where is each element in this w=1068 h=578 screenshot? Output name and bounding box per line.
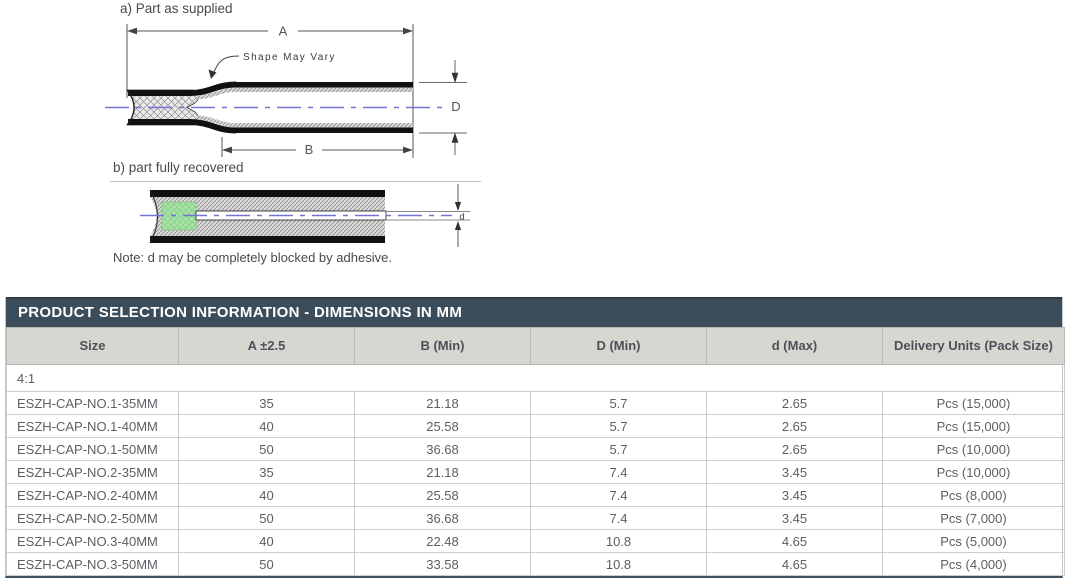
cell-size: ESZH-CAP-NO.2-50MM (7, 507, 179, 530)
cell-b: 33.58 (355, 553, 531, 576)
cell-b: 25.58 (355, 484, 531, 507)
cell-size: ESZH-CAP-NO.2-35MM (7, 461, 179, 484)
table-row (7, 415, 1065, 438)
cell-size: ESZH-CAP-NO.3-50MM (7, 553, 179, 576)
cell-d-max: 4.65 (707, 530, 883, 553)
cell-a: 50 (179, 507, 355, 530)
table-row (7, 461, 1065, 484)
product-selection-table (5, 297, 1063, 578)
cap-body-recovered (140, 190, 452, 243)
dimension-B (222, 137, 413, 157)
col-header-size: Size (7, 328, 179, 365)
cell-d-max: 2.65 (707, 438, 883, 461)
table-row (7, 392, 1065, 415)
cell-a: 50 (179, 438, 355, 461)
cell-delivery: Pcs (10,000) (883, 438, 1065, 461)
cell-delivery: Pcs (10,000) (883, 461, 1065, 484)
cell-b: 21.18 (355, 392, 531, 415)
table-row (7, 530, 1065, 553)
dimensions-table (6, 327, 1065, 576)
cell-d-max: 2.65 (707, 415, 883, 438)
cell-d-max: 3.45 (707, 461, 883, 484)
cell-a: 35 (179, 461, 355, 484)
diagram-part-as-supplied (105, 1, 467, 158)
cell-size: ESZH-CAP-NO.1-40MM (7, 415, 179, 438)
cell-d-max: 3.45 (707, 484, 883, 507)
tube-bottom-wall (233, 128, 413, 134)
tube-top-wall (233, 82, 413, 88)
cell-d-min: 7.4 (531, 507, 707, 530)
cell-a: 40 (179, 415, 355, 438)
table-row (7, 484, 1065, 507)
cell-d-max: 2.65 (707, 392, 883, 415)
col-header-a: A ±2.5 (179, 328, 355, 365)
cell-d-min: 5.7 (531, 415, 707, 438)
cell-d-min: 10.8 (531, 530, 707, 553)
group-label: 4:1 (7, 365, 1065, 392)
dim-D-label: D (451, 99, 461, 114)
cell-d-min: 5.7 (531, 438, 707, 461)
col-header-d-min: D (Min) (531, 328, 707, 365)
figure-a-label: a) Part as supplied (120, 1, 233, 16)
dim-d-label: d (459, 211, 465, 223)
cell-d-max: 3.45 (707, 507, 883, 530)
cell-a: 40 (179, 484, 355, 507)
cell-delivery: Pcs (5,000) (883, 530, 1065, 553)
group-row (7, 365, 1065, 392)
dim-B-label: B (304, 142, 314, 157)
cell-size: ESZH-CAP-NO.3-40MM (7, 530, 179, 553)
cell-d-max: 4.65 (707, 553, 883, 576)
dim-A-label: A (278, 23, 288, 39)
col-header-d-max: d (Max) (707, 328, 883, 365)
col-header-b-min: B (Min) (355, 328, 531, 365)
cell-d-min: 5.7 (531, 392, 707, 415)
table-title: PRODUCT SELECTION INFORMATION - DIMENSIONS IN MM (6, 297, 1062, 327)
cell-size: ESZH-CAP-NO.2-40MM (7, 484, 179, 507)
table-row (7, 553, 1065, 576)
cell-b: 25.58 (355, 415, 531, 438)
cell-a: 50 (179, 553, 355, 576)
cell-delivery: Pcs (7,000) (883, 507, 1065, 530)
figure-b-label: b) part fully recovered (113, 160, 244, 175)
cell-a: 40 (179, 530, 355, 553)
cell-a: 35 (179, 392, 355, 415)
cell-size: ESZH-CAP-NO.1-50MM (7, 438, 179, 461)
adhesive-note: Note: d may be completely blocked by adhesive. (113, 250, 392, 265)
cell-b: 21.18 (355, 461, 531, 484)
table-row (7, 438, 1065, 461)
cell-delivery: Pcs (15,000) (883, 392, 1065, 415)
cell-delivery: Pcs (8,000) (883, 484, 1065, 507)
cell-d-min: 10.8 (531, 553, 707, 576)
col-header-delivery-units: Delivery Units (Pack Size) (883, 328, 1065, 365)
cap-body-supplied (105, 82, 442, 133)
cell-b: 36.68 (355, 507, 531, 530)
cell-delivery: Pcs (4,000) (883, 553, 1065, 576)
column-header-row (7, 328, 1065, 365)
cell-b: 22.48 (355, 530, 531, 553)
cell-d-min: 7.4 (531, 461, 707, 484)
cell-size: ESZH-CAP-NO.1-35MM (7, 392, 179, 415)
diagram-part-recovered (110, 160, 481, 265)
shape-may-vary-callout (209, 56, 240, 79)
cell-delivery: Pcs (15,000) (883, 415, 1065, 438)
cell-b: 36.68 (355, 438, 531, 461)
table-row (7, 507, 1065, 530)
cell-d-min: 7.4 (531, 484, 707, 507)
shape-may-vary-label: Shape May Vary (243, 52, 336, 63)
